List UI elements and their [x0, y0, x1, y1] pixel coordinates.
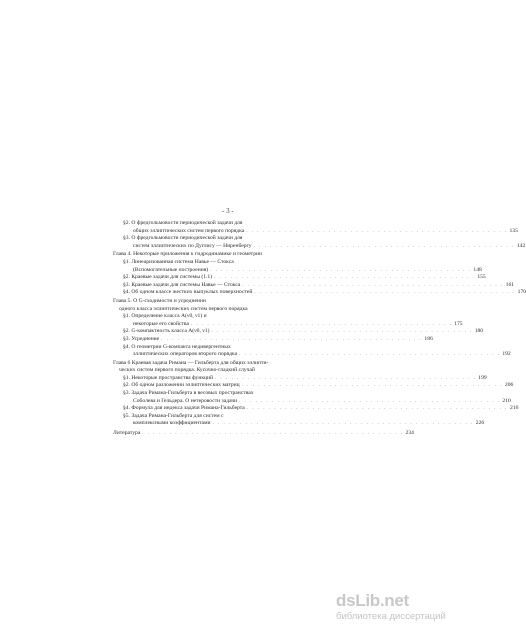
- toc-entry-text: §2. Краевые задачи для системы (1.1): [123, 274, 213, 281]
- toc-leader-dots: . . . . . . . . . . . . . . . . . . . . . . . . . . . . . . . . . . . . . . . . . . . . . . . .: [142, 431, 404, 437]
- toc-section: [113, 313, 463, 328]
- toc-page-number: 155: [477, 274, 486, 281]
- toc-chapter: [113, 251, 343, 259]
- watermark-brand: dsLib.net: [336, 591, 409, 610]
- toc-leader-dots: . . . . . . . . . . . . . . . . . . . . . . . . . . . . . . . . . . . . . . . . . . . . . . . .: [242, 282, 504, 288]
- toc-section: [113, 335, 433, 344]
- toc-leader-dots: . . . . . . . . . . . . . . . . . . . . . . . . . . . . . . . . . . . . . . . . . . . . . . . .: [215, 375, 477, 381]
- toc-page-number: 148: [473, 266, 482, 273]
- toc-page-number: 216: [510, 405, 519, 412]
- toc-section: [113, 382, 514, 390]
- toc-section: [113, 258, 482, 274]
- toc-entry-text: §3. Усреднение: [123, 335, 160, 342]
- toc-entry-text: некоторые его свойства: [133, 320, 189, 327]
- toc-page-number: 192: [502, 351, 511, 358]
- toc-entry-text: §3. Задача Римана-Гильберта в весовых пространствах: [123, 390, 254, 397]
- toc-section: [113, 220, 518, 235]
- toc-section: [113, 235, 526, 250]
- toc-leader-dots: . . . . . . . . . . . . . . . . . . . . . . . . . . . . . . . . . . . . . . . . . . . . . . . .: [246, 228, 508, 234]
- toc-entry-text: комплексными коэффициентами: [133, 420, 211, 427]
- toc-leader-dots: . . . . . . . . . . . . . . . . . . . . . . . . . . . . . . . . . . . . . . . . . . . . . . . .: [211, 329, 473, 335]
- toc-section: [113, 343, 511, 359]
- toc-section: [113, 405, 519, 413]
- toc-page-number: 199: [478, 374, 487, 381]
- toc-entry-text: общих эллиптических систем первого порядка: [133, 227, 245, 234]
- toc-entry-text: одного класса эллиптических систем первого порядка: [119, 305, 248, 312]
- toc-leader-dots: . . . . . . . . . . . . . . . . . . . . . . . . . . . . . . . . . . . . . . . . . . . . . . . .: [241, 383, 503, 389]
- toc-leader-dots: . . . . . . . . . . . . . . . . . . . . . . . . . . . . . . . . . . . . . . . . . . . . . . . .: [214, 275, 476, 281]
- watermark-tagline: библиотека диссертаций: [336, 611, 446, 622]
- toc-bibliography: [113, 430, 414, 438]
- page-number: - 3 -: [222, 207, 234, 215]
- toc-entry-text: §4. Формула для индекса задачи Римана-Гильберта: [123, 405, 245, 412]
- toc-entry-text: §4. О геометрии G-компакта недивергентных: [123, 343, 231, 350]
- toc-page-number: 226: [475, 420, 485, 427]
- toc-leader-dots: . . . . . . . . . . . . . . . . . . . . . . . . . . . . . . . . . . . . . . . . . . . . . . . .: [190, 321, 453, 327]
- toc-entry-text: §4. Об одном классе жестких выпуклых поверхностей: [123, 289, 253, 296]
- toc-section: [113, 274, 486, 282]
- toc-entry-text: Глава 5. О G-сходимости и усреднении: [113, 297, 206, 304]
- toc-chapter: [113, 360, 343, 375]
- toc-chapter: [113, 298, 343, 313]
- toc-entry-text: (Вспомогательные построения): [133, 266, 209, 273]
- toc-entry-text: §2. Об одном разложении эллиптических матриц: [123, 382, 240, 389]
- toc-leader-dots: . . . . . . . . . . . . . . . . . . . . . . . . . . . . . . . . . . . . . . . . . . . . . . . .: [161, 336, 423, 342]
- toc-page-number: 206: [504, 382, 514, 389]
- toc-leader-dots: . . . . . . . . . . . . . . . . . . . . . . . . . . . . . . . . . . . . . . . . . . . . . . . .: [239, 352, 501, 358]
- toc-entry-text: §2. G-компактность класса A(ν0, ν1): [123, 328, 210, 335]
- toc-entry-text: Литература: [113, 430, 141, 437]
- toc-entry-text: систем эллиптических по Дуглису — Ниренбергу: [133, 242, 252, 249]
- table-of-contents: [113, 220, 526, 438]
- toc-page-number: 135: [509, 227, 518, 234]
- toc-section: [113, 328, 484, 336]
- toc-page-number: 234: [405, 430, 414, 437]
- toc-entry-text: §1. Некоторые пространства функций: [123, 374, 214, 381]
- toc-entry-text: Глава 6 Краевая задача Римана — Гильберта для общих эллипти-: [113, 359, 269, 366]
- toc-section: [113, 412, 485, 428]
- toc-page-number: 210: [502, 397, 511, 404]
- toc-page-number: 170: [517, 289, 526, 296]
- toc-entry-text: §1. Определение класса A(ν0, ν1) и: [123, 313, 207, 320]
- toc-section: [113, 289, 526, 297]
- toc-entry-text: ческих систем первого порядка. Кусочно-гладкий случай: [119, 367, 255, 374]
- toc-leader-dots: . . . . . . . . . . . . . . . . . . . . . . . . . . . . . . . . . . . . . . . . . . . . . . . .: [246, 406, 509, 412]
- toc-section: [113, 390, 511, 405]
- toc-page-number: 175: [454, 320, 463, 327]
- toc-leader-dots: . . . . . . . . . . . . . . . . . . . . . . . . . . . . . . . . . . . . . . . . . . . . . . . .: [212, 421, 474, 427]
- toc-leader-dots: . . . . . . . . . . . . . . . . . . . . . . . . . . . . . . . . . . . . . . . . . . . . . . . .: [254, 290, 516, 296]
- toc-page-number: 142: [516, 242, 526, 249]
- toc-entry-text: §3. Краевые задачи для системы Навье — Стокса: [123, 281, 241, 288]
- toc-leader-dots: . . . . . . . . . . . . . . . . . . . . . . . . . . . . . . . . . . . . . . . . . . . . . . . .: [210, 267, 472, 273]
- toc-leader-dots: . . . . . . . . . . . . . . . . . . . . . . . . . . . . . . . . . . . . . . . . . . . . . . . .: [239, 398, 501, 404]
- dslib-watermark-logo: [336, 592, 446, 622]
- toc-leader-dots: . . . . . . . . . . . . . . . . . . . . . . . . . . . . . . . . . . . . . . . . . . . . . . . .: [253, 243, 515, 249]
- toc-entry-text: §5. Задача Римана-Гильберта для систем с: [123, 412, 224, 419]
- toc-entry-text: Глава 4. Некоторые приложения к гидродинамике и геометрии: [113, 251, 262, 258]
- toc-entry-text: эллиптических операторов второго порядка: [133, 351, 238, 358]
- toc-entry-text: §2. О фредгольмовости периодической задачи для: [123, 220, 243, 226]
- toc-page-number: 186: [424, 335, 433, 342]
- toc-entry-text: Соболева и Гельдера. О нетеровости задачи: [133, 397, 238, 404]
- toc-page-number: 180: [474, 328, 484, 335]
- toc-page-number: 161: [505, 281, 515, 288]
- toc-entry-text: §3. О фредгольмовости периодической задачи для: [123, 235, 243, 242]
- toc-entry-text: §1. Линеаризованная система Навье — Стокса: [123, 258, 234, 265]
